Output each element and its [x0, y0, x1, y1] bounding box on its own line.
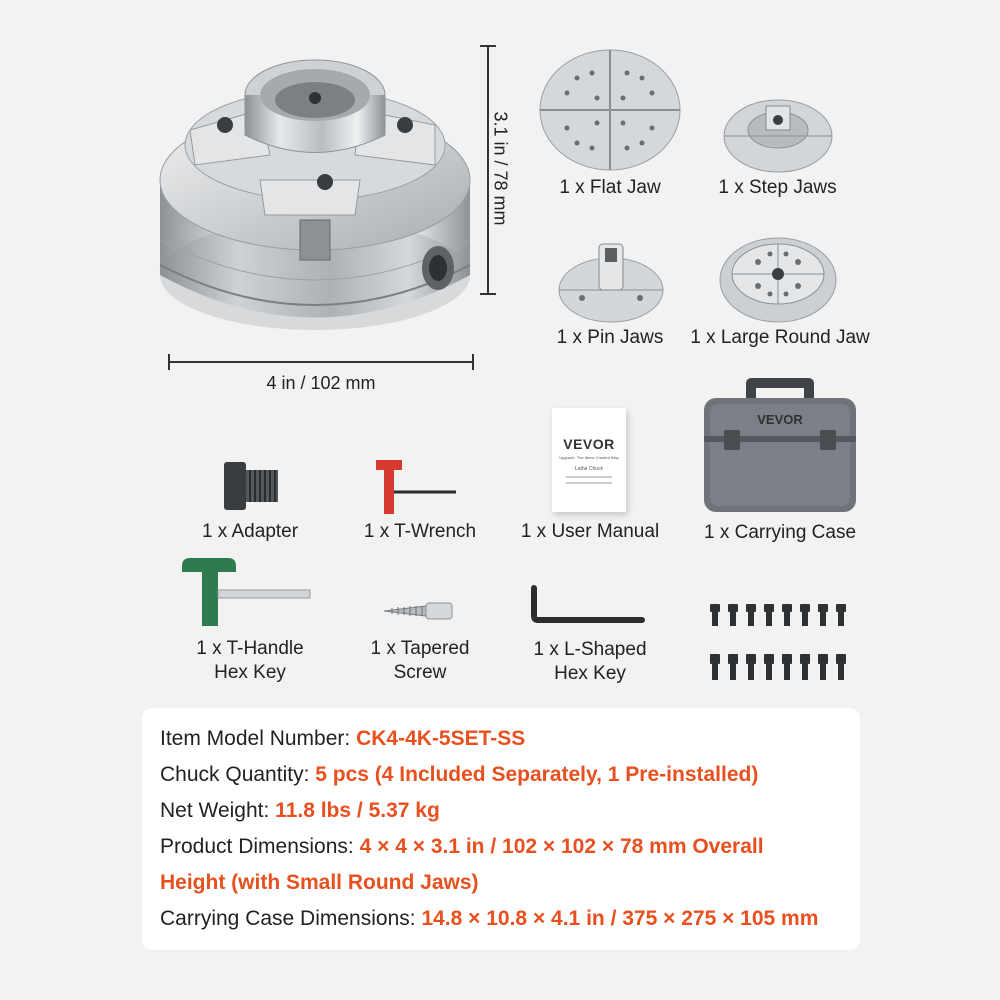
- width-dimension-tick-left: [168, 354, 170, 370]
- l-shaped-hex-key-icon: [528, 584, 646, 626]
- large-round-jaw-icon: [718, 228, 838, 324]
- spec-case-value: 14.8 × 10.8 × 4.1 in / 375 × 275 × 105 mm: [421, 907, 819, 930]
- flat-jaw-icon: [537, 48, 683, 173]
- manual-text-line: [566, 476, 612, 478]
- spec-weight-value: 11.8 lbs / 5.37 kg: [275, 799, 440, 822]
- width-dimension-line: [168, 361, 474, 363]
- step-jaws-icon: [722, 92, 834, 174]
- spec-quantity-value: 5 pcs (4 Included Separately, 1 Pre-installed): [315, 763, 759, 786]
- spec-dimensions: [160, 834, 764, 860]
- spec-dimensions-value-line2: Height (with Small Round Jaws): [160, 871, 479, 894]
- spec-dimensions-continued: [160, 870, 479, 896]
- spec-model-value: CK4-4K-5SET-SS: [356, 727, 526, 750]
- user-manual-image: [552, 408, 626, 512]
- spec-model: [160, 726, 525, 752]
- spec-weight: [160, 798, 440, 824]
- manual-title: Lathe Chuck: [574, 466, 604, 472]
- pin-jaws-image: [557, 238, 665, 324]
- spec-case: [160, 906, 818, 932]
- t-wrench-label: 1 x T-Wrench: [363, 521, 477, 542]
- pin-jaws-label: 1 x Pin Jaws: [556, 327, 664, 348]
- spec-quantity: [160, 762, 758, 788]
- carrying-case-icon: [700, 374, 860, 516]
- tapered-screw-label-line1: 1 x Tapered: [370, 638, 470, 659]
- carrying-case-label: 1 x Carrying Case: [703, 522, 857, 543]
- manual-tagline: Upgrade. The Items Created Way: [559, 455, 619, 460]
- adapter-label: 1 x Adapter: [201, 521, 299, 542]
- adapter-icon: [220, 458, 282, 514]
- width-dimension-tick-right: [472, 354, 474, 370]
- lathe-chuck-image: [150, 40, 480, 350]
- specifications-card: [142, 708, 860, 950]
- l-shaped-hex-key-label-line1: 1 x L-Shaped: [533, 639, 647, 660]
- t-wrench-icon: [372, 456, 458, 520]
- height-dimension-tick-bottom: [480, 293, 496, 295]
- height-dimension-tick-top: [480, 45, 496, 47]
- l-shaped-hex-key-label-line2: Hex Key: [554, 663, 626, 684]
- width-dimension-label: 4 in / 102 mm: [266, 373, 376, 393]
- t-wrench-image: [372, 456, 458, 520]
- tapered-screw-label-line2: Screw: [393, 662, 447, 683]
- user-manual-label: 1 x User Manual: [520, 521, 660, 542]
- manual-text-line: [566, 482, 612, 484]
- manual-logo: VEVOR: [563, 436, 615, 452]
- lathe-chuck-icon: [150, 40, 480, 350]
- carrying-case-image: [700, 374, 860, 516]
- tapered-screw-image: [382, 600, 454, 622]
- large-round-jaw-image: [718, 228, 838, 324]
- t-handle-hex-key-image: [180, 556, 312, 630]
- large-round-jaw-label: 1 x Large Round Jaw: [690, 327, 870, 348]
- screw-set-icon: [706, 598, 856, 690]
- spec-model-key: Item Model Number:: [160, 727, 357, 750]
- t-handle-hex-key-label-line1: 1 x T-Handle: [196, 638, 304, 659]
- spec-dimensions-value-line1: 4 × 4 × 3.1 in / 102 × 102 × 78 mm Overall: [359, 835, 764, 858]
- screw-set-image: [706, 598, 856, 690]
- spec-quantity-key: Chuck Quantity:: [160, 763, 316, 786]
- pin-jaws-icon: [557, 238, 665, 324]
- t-handle-hex-key-label-line2: Hex Key: [214, 662, 286, 683]
- flat-jaw-label: 1 x Flat Jaw: [559, 177, 661, 198]
- t-handle-hex-key-icon: [180, 556, 312, 630]
- l-shaped-hex-key-image: [528, 584, 646, 626]
- tapered-screw-icon: [382, 600, 454, 622]
- adapter-image: [220, 458, 282, 514]
- step-jaws-image: [722, 92, 834, 174]
- height-dimension-label: 3.1 in / 78 mm: [490, 111, 511, 226]
- flat-jaw-image: [537, 48, 683, 173]
- step-jaws-label: 1 x Step Jaws: [718, 177, 837, 198]
- spec-dimensions-key: Product Dimensions:: [160, 835, 360, 858]
- case-logo: VEVOR: [757, 412, 803, 427]
- spec-case-key: Carrying Case Dimensions:: [160, 907, 422, 930]
- spec-weight-key: Net Weight:: [160, 799, 276, 822]
